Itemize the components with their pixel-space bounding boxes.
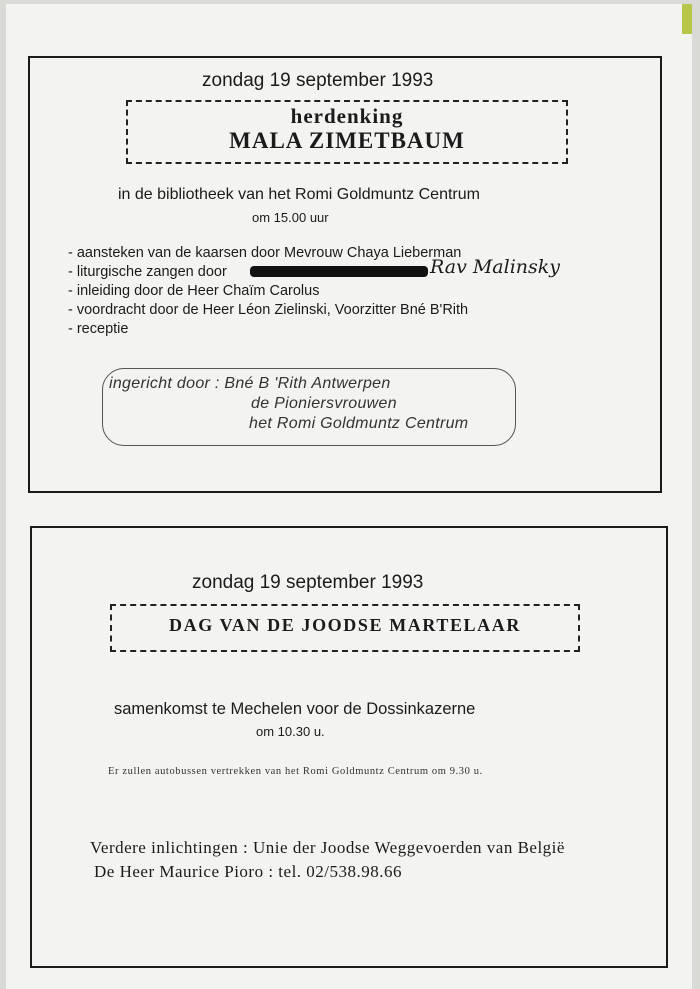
organizer-line: het Romi Goldmuntz Centrum xyxy=(249,415,469,432)
program-item: - liturgische zangen door xyxy=(68,264,227,280)
event2-gathering: samenkomst te Mechelen voor de Dossinkazerne xyxy=(114,700,476,718)
info-line: Verdere inlichtingen : Unie der Joodse Weggevoerden van België xyxy=(90,838,565,857)
event2-time: om 10.30 u. xyxy=(256,724,325,739)
program-item: - aansteken van de kaarsen door Mevrouw Chaya Lieberman xyxy=(68,245,462,261)
organizers-box xyxy=(102,368,516,446)
organizer-line: ingericht door : Bné B 'Rith Antwerpen xyxy=(109,375,391,392)
tape-mark xyxy=(682,4,692,34)
event1-time: om 15.00 uur xyxy=(252,210,329,225)
event2-frame xyxy=(30,526,668,968)
organizer-line: de Pioniersvrouwen xyxy=(251,395,397,412)
event2-date: zondag 19 september 1993 xyxy=(192,572,424,593)
event1-date: zondag 19 september 1993 xyxy=(202,70,434,91)
program-item: - voordracht door de Heer Léon Zielinski, Voorzitter Bné B'Rith xyxy=(68,302,469,318)
poster-sheet xyxy=(6,4,692,989)
redaction-bar xyxy=(250,266,428,277)
info-line: De Heer Maurice Pioro : tel. 02/538.98.66 xyxy=(94,862,403,881)
handwritten-name: Rav Malinsky xyxy=(430,256,561,278)
program-item: - receptie xyxy=(68,321,129,337)
program-item: - inleiding door de Heer Chaïm Carolus xyxy=(68,283,320,299)
event1-title-line1: herdenking xyxy=(290,104,404,128)
event1-title-box xyxy=(126,100,568,164)
event2-title-box xyxy=(110,604,580,652)
bus-note: Er zullen autobussen vertrekken van het Romi Goldmuntz Centrum om 9.30 u. xyxy=(108,766,483,777)
event1-frame xyxy=(28,56,662,493)
event1-location: in de bibliotheek van het Romi Goldmuntz Centrum xyxy=(118,186,480,203)
event1-title-line2: MALA ZIMETBAUM xyxy=(229,128,465,153)
event2-title: DAG VAN DE JOODSE MARTELAAR xyxy=(169,615,521,635)
